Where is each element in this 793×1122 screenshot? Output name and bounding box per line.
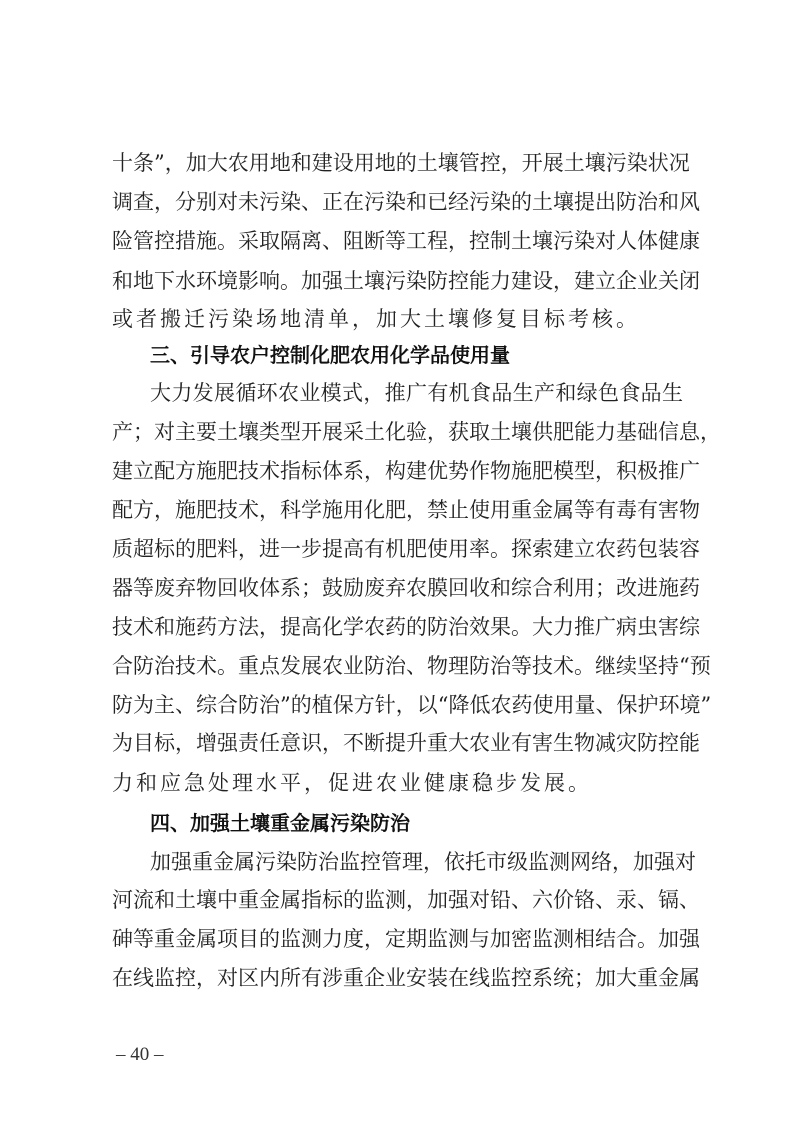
body-text-line: 十条”，加大农用地和建设用地的土壤管控，开展土壤污染状况 xyxy=(112,151,690,175)
body-text-line: 或者搬迁污染场地清单，加大土壤修复目标考核。 xyxy=(112,307,640,331)
section-heading-4: 四、加强土壤重金属污染防治 xyxy=(150,811,410,835)
body-text-line: 防为主、综合防治”的植保方针，以“降低农药使用量、保护环境” xyxy=(112,693,712,717)
body-text-line: 险管控措施。采取隔离、阻断等工程，控制土壤污染对人体健康 xyxy=(112,229,700,253)
body-text-line: 质超标的肥料，进一步提高有机肥使用率。探索建立农药包装容 xyxy=(112,537,700,561)
body-text-line: 器等废弃物回收体系；鼓励废弃农膜回收和综合利用；改进施药 xyxy=(112,576,700,600)
body-text-line: 在线监控，对区内所有涉重企业安装在线监控系统；加大重金属 xyxy=(112,966,700,990)
body-text-line: 合防治技术。重点发展农业防治、物理防治等技术。继续坚持“预 xyxy=(112,654,711,678)
body-text-line: 和地下水环境影响。加强土壤污染防控能力建设，建立企业关闭 xyxy=(112,269,700,293)
body-text-line: 建立配方施肥技术指标体系，构建优势作物施肥模型，积极推广 xyxy=(112,459,700,483)
body-text-line: 砷等重金属项目的监测力度，定期监测与加密监测相结合。加强 xyxy=(112,927,700,951)
body-text-line: 河流和土壤中重金属指标的监测，加强对铅、六价铬、汞、镉、 xyxy=(112,888,700,912)
page-number: – 40 – xyxy=(116,1044,164,1065)
body-text-line: 产；对主要土壤类型开展采土化验，获取土壤供肥能力基础信息， xyxy=(112,420,721,444)
body-text-line: 技术和施药方法，提高化学农药的防治效果。大力推广病虫害综 xyxy=(112,615,700,639)
section-heading-3: 三、引导农户控制化肥农用化学品使用量 xyxy=(150,343,510,367)
body-text-line: 配方，施肥技术，科学施用化肥，禁止使用重金属等有毒有害物 xyxy=(112,498,700,522)
body-text-line: 为目标，增强责任意识，不断提升重大农业有害生物减灾防控能 xyxy=(112,731,700,755)
body-text-line: 加强重金属污染防治监控管理，依托市级监测网络，加强对 xyxy=(150,850,696,874)
body-text-line: 大力发展循环农业模式，推广有机食品生产和绿色食品生 xyxy=(150,381,683,405)
body-text-line: 调查，分别对未污染、正在污染和已经污染的土壤提出防治和风 xyxy=(112,190,700,214)
body-text-line: 力和应急处理水平，促进农业健康稳步发展。 xyxy=(112,771,592,795)
